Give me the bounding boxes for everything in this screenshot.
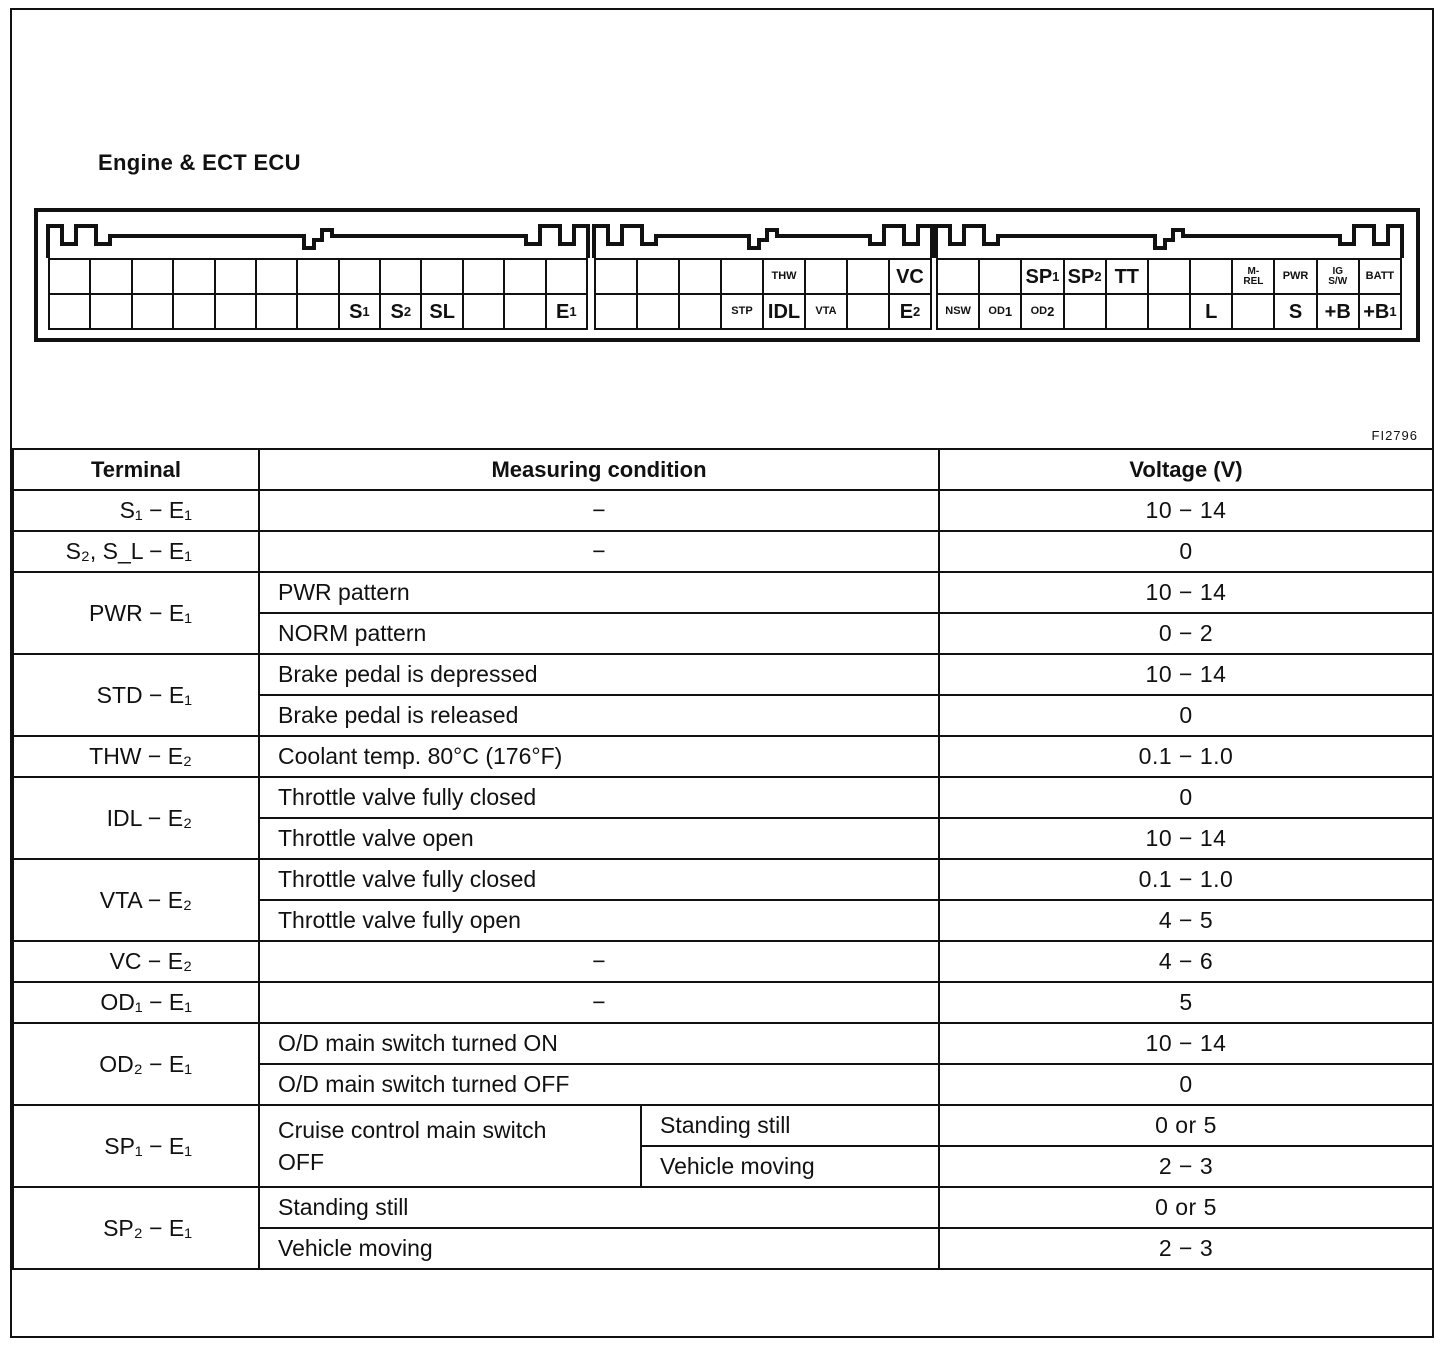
- condition-cell: Brake pedal is released: [259, 695, 939, 736]
- pin-s1: S 1: [340, 295, 381, 330]
- table-row: [13, 736, 1433, 777]
- pin-thw: THW: [764, 260, 806, 295]
- pin-sp1: SP 1: [1022, 260, 1064, 295]
- pin-empty: [91, 295, 132, 330]
- condition-cell: −: [259, 490, 939, 531]
- pin-empty: [1149, 295, 1191, 330]
- pin-empty: [381, 260, 422, 295]
- terminal-cell: OD₁ − E₁: [13, 982, 259, 1023]
- table-row: [13, 572, 1433, 613]
- terminal-cell: VC − E₂: [13, 941, 259, 982]
- pin-empty: [91, 260, 132, 295]
- table-row: [13, 941, 1433, 982]
- terminal-cell: S₂, S_L − E₁: [13, 531, 259, 572]
- condition-cell: O/D main switch turned ON: [259, 1023, 939, 1064]
- pin-empty: [174, 295, 215, 330]
- condition-cell: −: [259, 531, 939, 572]
- table-row: [13, 1105, 1433, 1146]
- condition-group-line: OFF: [278, 1149, 324, 1175]
- pin-empty: [216, 260, 257, 295]
- connector-pin-grid: [936, 258, 1402, 330]
- pin-l: L: [1191, 295, 1233, 330]
- pin-empty: [547, 260, 588, 295]
- connector-pin-grid: [48, 258, 588, 330]
- condition-cell: Vehicle moving: [641, 1146, 939, 1187]
- pin-empty: [638, 295, 680, 330]
- connector-block-3: [936, 218, 1402, 330]
- pin-vta: VTA: [806, 295, 848, 330]
- table-row: [13, 490, 1433, 531]
- pin-empty: [806, 260, 848, 295]
- pin-empty: [464, 260, 505, 295]
- pin-empty: [722, 260, 764, 295]
- voltage-cell: 4 − 5: [939, 900, 1433, 941]
- terminal-cell: OD₂ − E₁: [13, 1023, 259, 1105]
- condition-cell: Throttle valve open: [259, 818, 939, 859]
- voltage-cell: 2 − 3: [939, 1228, 1433, 1269]
- pin-empty: [216, 295, 257, 330]
- pin-empty: [1149, 260, 1191, 295]
- pin-e2: E 2: [890, 295, 932, 330]
- table-row: [13, 1023, 1433, 1064]
- pin-empty: [848, 260, 890, 295]
- condition-header: Measuring condition: [259, 449, 939, 490]
- voltage-cell: 0: [939, 777, 1433, 818]
- voltage-header: Voltage (V): [939, 449, 1433, 490]
- pin-e1: E 1: [547, 295, 588, 330]
- voltage-cell: 0.1 − 1.0: [939, 859, 1433, 900]
- pin-empty: [680, 295, 722, 330]
- voltage-cell: 10 − 14: [939, 490, 1433, 531]
- pin-empty: [257, 260, 298, 295]
- pin-empty: [298, 295, 339, 330]
- ecu-connector-housing: [34, 208, 1420, 342]
- pin-nsw: NSW: [938, 295, 980, 330]
- pin-empty: [596, 295, 638, 330]
- terminal-cell: SP₂ − E₁: [13, 1187, 259, 1269]
- pin-empty: [596, 260, 638, 295]
- table-header-row: [13, 449, 1433, 490]
- pin-sl: SL: [422, 295, 463, 330]
- figure-id: FI2796: [1371, 428, 1418, 443]
- pin-tt: TT: [1107, 260, 1149, 295]
- voltage-cell: 0: [939, 695, 1433, 736]
- pin-empty: [848, 295, 890, 330]
- pin-sp2: SP 2: [1065, 260, 1107, 295]
- table-row: [13, 859, 1433, 900]
- pin-empty: [50, 260, 91, 295]
- connector-block-1: [48, 218, 588, 330]
- pin-m-rel: M- REL: [1233, 260, 1275, 295]
- voltage-cell: 2 − 3: [939, 1146, 1433, 1187]
- voltage-cell: 0: [939, 1064, 1433, 1105]
- voltage-cell: 0 or 5: [939, 1187, 1433, 1228]
- pin-empty: [174, 260, 215, 295]
- pin-empty: [422, 260, 463, 295]
- condition-cell: −: [259, 941, 939, 982]
- table-row: [13, 982, 1433, 1023]
- pin-empty: [1107, 295, 1149, 330]
- pin-s: S: [1275, 295, 1317, 330]
- pin-od2: OD 2: [1022, 295, 1064, 330]
- terminal-cell: IDL − E₂: [13, 777, 259, 859]
- condition-cell: Vehicle moving: [259, 1228, 939, 1269]
- voltage-cell: 0.1 − 1.0: [939, 736, 1433, 777]
- condition-cell: Throttle valve fully open: [259, 900, 939, 941]
- condition-cell: Throttle valve fully closed: [259, 859, 939, 900]
- condition-cell: PWR pattern: [259, 572, 939, 613]
- pin-idl: IDL: [764, 295, 806, 330]
- terminal-cell: S₁ − E₁: [13, 490, 259, 531]
- voltage-cell: 5: [939, 982, 1433, 1023]
- pin-s2: S 2: [381, 295, 422, 330]
- voltage-cell: 10 − 14: [939, 572, 1433, 613]
- pin-empty: [1065, 295, 1107, 330]
- voltage-cell: 10 − 14: [939, 818, 1433, 859]
- voltage-cell: 0 − 2: [939, 613, 1433, 654]
- condition-cell: Coolant temp. 80°C (176°F): [259, 736, 939, 777]
- condition-cell: NORM pattern: [259, 613, 939, 654]
- voltage-cell: 10 − 14: [939, 1023, 1433, 1064]
- condition-cell: Throttle valve fully closed: [259, 777, 939, 818]
- page-frame: [10, 8, 1434, 1338]
- pin-pwr: PWR: [1275, 260, 1317, 295]
- pin-od1: OD 1: [980, 295, 1022, 330]
- pin-batt: BATT: [1360, 260, 1402, 295]
- ecu-title: Engine & ECT ECU: [98, 150, 301, 175]
- terminal-cell: VTA − E₂: [13, 859, 259, 941]
- voltage-spec-table: [12, 448, 1434, 1270]
- pin-empty: [257, 295, 298, 330]
- voltage-cell: 0 or 5: [939, 1105, 1433, 1146]
- pin--b: +B: [1318, 295, 1360, 330]
- pin-empty: [50, 295, 91, 330]
- voltage-cell: 0: [939, 531, 1433, 572]
- terminal-cell: SP₁ − E₁: [13, 1105, 259, 1187]
- condition-cell: Standing still: [259, 1187, 939, 1228]
- pin-empty: [464, 295, 505, 330]
- terminal-cell: STD − E₁: [13, 654, 259, 736]
- table-row: [13, 531, 1433, 572]
- pin--b1: +B 1: [1360, 295, 1402, 330]
- connector-block-2: [594, 218, 932, 330]
- pin-empty: [340, 260, 381, 295]
- pin-empty: [980, 260, 1022, 295]
- connector-key-outline: [936, 218, 1402, 260]
- terminal-cell: THW − E₂: [13, 736, 259, 777]
- table-row: [13, 654, 1433, 695]
- pin-empty: [1233, 295, 1275, 330]
- terminal-cell: PWR − E₁: [13, 572, 259, 654]
- pin-empty: [133, 295, 174, 330]
- connector-key-outline: [594, 218, 932, 260]
- pin-empty: [133, 260, 174, 295]
- ecu-connector-diagram: [12, 10, 1432, 448]
- pin-empty: [638, 260, 680, 295]
- condition-cell: Standing still: [641, 1105, 939, 1146]
- condition-group-line: Cruise control main switch: [278, 1117, 547, 1143]
- pin-vc: VC: [890, 260, 932, 295]
- pin-ig-s-w: IG S/W: [1318, 260, 1360, 295]
- connector-pin-grid: [594, 258, 932, 330]
- pin-empty: [505, 260, 546, 295]
- table-row: [13, 1187, 1433, 1228]
- pin-empty: [298, 260, 339, 295]
- condition-cell: O/D main switch turned OFF: [259, 1064, 939, 1105]
- pin-empty: [505, 295, 546, 330]
- condition-group-cell: [259, 1105, 641, 1187]
- connector-key-outline: [48, 218, 588, 260]
- condition-cell: Brake pedal is depressed: [259, 654, 939, 695]
- voltage-cell: 4 − 6: [939, 941, 1433, 982]
- pin-empty: [938, 260, 980, 295]
- pin-empty: [680, 260, 722, 295]
- table-row: [13, 777, 1433, 818]
- pin-stp: STP: [722, 295, 764, 330]
- pin-empty: [1191, 260, 1233, 295]
- voltage-cell: 10 − 14: [939, 654, 1433, 695]
- terminal-header: Terminal: [13, 449, 259, 490]
- condition-cell: −: [259, 982, 939, 1023]
